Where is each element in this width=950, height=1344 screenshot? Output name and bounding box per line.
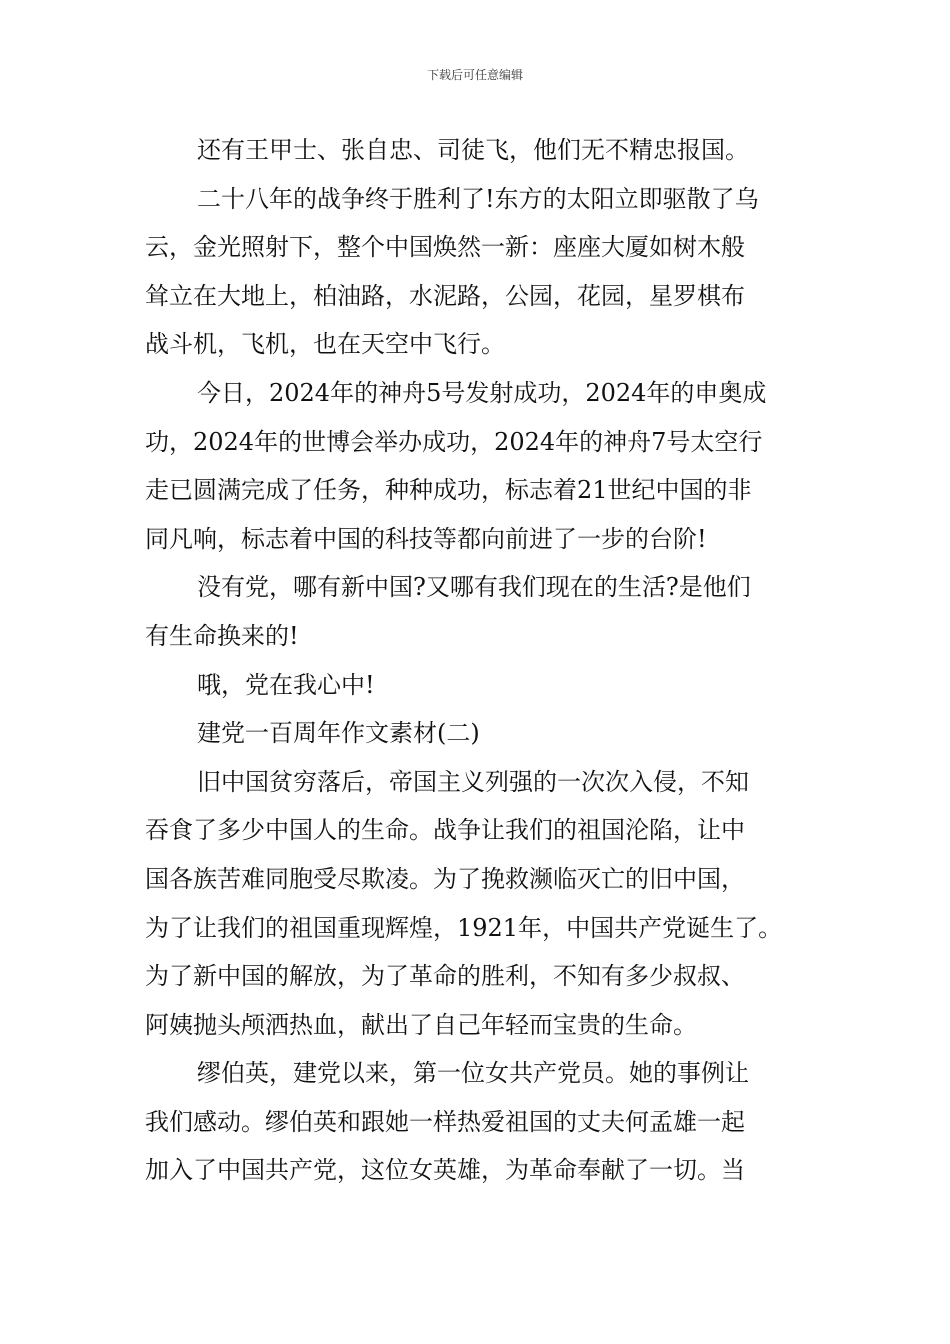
text-line: 吞食了多少中国人的生命。战争让我们的祖国沦陷，让中 [145,816,745,845]
text-line: 阿姨抛头颅洒热血，献出了自己年轻而宝贵的生命。 [145,1010,697,1039]
text-line: 为了新中国的解放，为了革命的胜利，不知有多少叔叔、 [145,962,745,991]
text-line: 二十八年的战争终于胜利了!东方的太阳立即驱散了乌 [197,184,759,213]
page-header: 下载后可任意编辑 [426,68,523,82]
text-line: 还有王甲士、张自忠、司徒飞，他们无不精忠报国。 [197,136,749,164]
text-line: 同凡响，标志着中国的科技等都向前进了一步的台阶! [145,524,707,553]
text-line: 战斗机，飞机，也在天空中飞行。 [145,330,505,359]
text-line: 国各族苦难同胞受尽欺凌。为了挽救濒临灭亡的旧中国， [145,864,745,893]
section-heading: 建党一百周年作文素材(二) [197,719,480,748]
text-line: 功，2024年的世博会举办成功，2024年的神舟7号太空行 [145,427,763,456]
text-line: 哦，党在我心中! [197,670,375,699]
text-line: 耸立在大地上，柏油路，水泥路，公园，花园，星罗棋布 [145,281,745,310]
text-line: 我们感动。缪伯英和跟她一样热爱祖国的丈夫何孟雄一起 [145,1107,745,1136]
text-line: 今日，2024年的神舟5号发射成功，2024年的申奥成 [197,378,767,407]
text-line: 加入了中国共产党，这位女英雄，为革命奉献了一切。当 [145,1156,745,1185]
document-body [145,126,825,1195]
text-line: 缪伯英，建党以来，第一位女共产党员。她的事例让 [197,1059,749,1088]
text-line: 旧中国贫穷落后，帝国主义列强的一次次入侵，不知 [197,767,749,796]
text-line: 没有党，哪有新中国?又哪有我们现在的生活?是他们 [197,573,751,602]
text-line: 为了让我们的祖国重现辉煌，1921年，中国共产党诞生了。 [145,913,783,942]
text-line: 走已圆满完成了任务，种种成功，标志着21世纪中国的非 [145,476,752,505]
text-line: 有生命换来的! [145,621,299,650]
text-line: 云，金光照射下，整个中国焕然一新：座座大厦如树木般 [145,233,745,262]
